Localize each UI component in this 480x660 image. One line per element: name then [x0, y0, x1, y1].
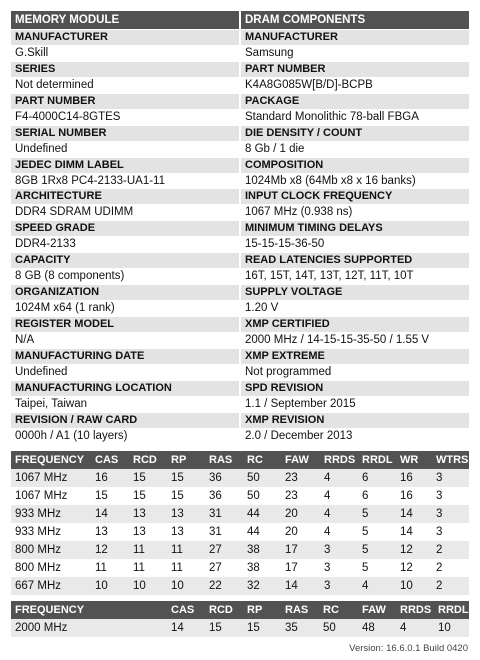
table-cell: 800 MHz: [11, 559, 91, 577]
xmp-column-header: FREQUENCY: [11, 601, 91, 619]
xmp-column-header: CAS: [167, 601, 205, 619]
field-read-latencies-supported: [241, 253, 469, 285]
field-die-density-count: [241, 126, 469, 158]
version-label: Version: 16.6.0.1 Build 0420: [349, 643, 468, 654]
table-cell: 4: [320, 523, 358, 541]
field-supply-voltage: [241, 285, 469, 317]
field-value: N/A: [11, 332, 239, 349]
table-cell: 4: [396, 619, 434, 637]
xmp-values-row: [11, 619, 469, 637]
field-value: DDR4 SDRAM UDIMM: [11, 204, 239, 221]
table-row: [11, 505, 469, 523]
field-value: 1.1 / September 2015: [241, 396, 469, 413]
table-cell: 14: [396, 523, 432, 541]
field-value: 8 GB (8 components): [11, 268, 239, 285]
field-value: DDR4-2133: [11, 236, 239, 253]
field-value: 16T, 15T, 14T, 13T, 12T, 11T, 10T: [241, 268, 469, 285]
memory-module-panel: [11, 30, 239, 445]
field-spd-revision: [241, 381, 469, 413]
table-cell: 10: [91, 577, 129, 595]
table-cell: 3: [320, 577, 358, 595]
field-value: Taipei, Taiwan: [11, 396, 239, 413]
table-cell: 23: [281, 487, 320, 505]
table-cell: 5: [358, 559, 396, 577]
table-cell: 17: [281, 541, 320, 559]
field-label: ORGANIZATION: [11, 285, 239, 300]
table-cell: 14: [91, 505, 129, 523]
table-cell: 1067 MHz: [11, 487, 91, 505]
table-cell: 13: [129, 505, 167, 523]
table-cell: 4: [320, 487, 358, 505]
field-speed-grade: [11, 221, 239, 253]
table-cell: 11: [129, 559, 167, 577]
table-cell: 3: [432, 505, 469, 523]
field-manufacturer: [11, 30, 239, 62]
field-organization: [11, 285, 239, 317]
field-label: MANUFACTURING DATE: [11, 349, 239, 364]
table-cell: [91, 619, 167, 637]
field-value: 1067 MHz (0.938 ns): [241, 204, 469, 221]
field-value: 0000h / A1 (10 layers): [11, 428, 239, 445]
table-row: [11, 541, 469, 559]
field-xmp-revision: [241, 413, 469, 445]
table-cell: 5: [358, 523, 396, 541]
timings-column-header: WTRS: [432, 451, 469, 469]
table-cell: 11: [167, 559, 205, 577]
field-manufacturing-location: [11, 381, 239, 413]
field-value: Standard Monolithic 78-ball FBGA: [241, 109, 469, 126]
table-cell: 20: [281, 505, 320, 523]
table-cell: 4: [320, 505, 358, 523]
table-row: [11, 577, 469, 595]
table-cell: 2: [432, 577, 469, 595]
field-input-clock-frequency: [241, 189, 469, 221]
table-cell: 15: [129, 487, 167, 505]
table-cell: 27: [205, 559, 243, 577]
dram-components-panel: [241, 30, 469, 445]
table-cell: 36: [205, 487, 243, 505]
timings-table: [11, 451, 469, 595]
table-cell: 4: [320, 469, 358, 487]
xmp-column-header: FAW: [358, 601, 396, 619]
table-cell: 15: [205, 619, 243, 637]
table-row: [11, 559, 469, 577]
field-label: SERIES: [11, 62, 239, 77]
field-value: Not determined: [11, 77, 239, 94]
table-row: [11, 487, 469, 505]
table-cell: 31: [205, 505, 243, 523]
timings-column-header: RCD: [129, 451, 167, 469]
table-cell: 3: [432, 487, 469, 505]
table-cell: 2000 MHz: [11, 619, 91, 637]
table-cell: 27: [205, 541, 243, 559]
field-label: SERIAL NUMBER: [11, 126, 239, 141]
table-cell: 933 MHz: [11, 505, 91, 523]
field-architecture: [11, 189, 239, 221]
field-label: MANUFACTURER: [241, 30, 469, 45]
timings-column-header: RRDL: [358, 451, 396, 469]
table-cell: 20: [281, 523, 320, 541]
field-label: XMP REVISION: [241, 413, 469, 428]
table-cell: 15: [167, 469, 205, 487]
table-cell: 38: [243, 559, 281, 577]
table-cell: 10: [396, 577, 432, 595]
table-cell: 31: [205, 523, 243, 541]
field-label: CAPACITY: [11, 253, 239, 268]
table-cell: 10: [434, 619, 469, 637]
timings-column-header: RAS: [205, 451, 243, 469]
table-cell: 10: [167, 577, 205, 595]
field-label: MINIMUM TIMING DELAYS: [241, 221, 469, 236]
table-cell: 5: [358, 505, 396, 523]
field-value: G.Skill: [11, 45, 239, 62]
field-label: REGISTER MODEL: [11, 317, 239, 332]
table-cell: 1067 MHz: [11, 469, 91, 487]
table-cell: 3: [320, 541, 358, 559]
field-label: XMP CERTIFIED: [241, 317, 469, 332]
field-manufacturing-date: [11, 349, 239, 381]
field-label: PART NUMBER: [11, 94, 239, 109]
table-cell: 15: [243, 619, 281, 637]
table-cell: 3: [432, 469, 469, 487]
table-cell: 12: [396, 559, 432, 577]
timings-column-header: RRDS: [320, 451, 358, 469]
field-part-number: [241, 62, 469, 94]
field-value: 8GB 1Rx8 PC4-2133-UA1-11: [11, 173, 239, 190]
timings-column-header: RP: [167, 451, 205, 469]
field-value: Undefined: [11, 141, 239, 158]
timings-column-header: RC: [243, 451, 281, 469]
timings-column-header: FREQUENCY: [11, 451, 91, 469]
table-cell: 16: [396, 469, 432, 487]
timings-header-row: [11, 451, 469, 469]
xmp-column-header: [91, 601, 167, 619]
table-cell: 4: [358, 577, 396, 595]
table-cell: 933 MHz: [11, 523, 91, 541]
field-value: Samsung: [241, 45, 469, 62]
table-cell: 800 MHz: [11, 541, 91, 559]
field-manufacturer: [241, 30, 469, 62]
field-value: 2.0 / December 2013: [241, 428, 469, 445]
field-revision-raw-card: [11, 413, 239, 445]
table-cell: 12: [91, 541, 129, 559]
field-series: [11, 62, 239, 94]
field-capacity: [11, 253, 239, 285]
field-serial-number: [11, 126, 239, 158]
xmp-header-row: [11, 601, 469, 619]
field-value: 1024Mb x8 (64Mb x8 x 16 banks): [241, 173, 469, 190]
field-value: Not programmed: [241, 364, 469, 381]
field-value: 15-15-15-36-50: [241, 236, 469, 253]
field-xmp-extreme: [241, 349, 469, 381]
field-register-model: [11, 317, 239, 349]
field-label: INPUT CLOCK FREQUENCY: [241, 189, 469, 204]
field-label: SPEED GRADE: [11, 221, 239, 236]
field-package: [241, 94, 469, 126]
table-cell: 13: [91, 523, 129, 541]
table-cell: 17: [281, 559, 320, 577]
field-label: READ LATENCIES SUPPORTED: [241, 253, 469, 268]
field-label: COMPOSITION: [241, 158, 469, 173]
table-cell: 35: [281, 619, 319, 637]
xmp-column-header: RCD: [205, 601, 243, 619]
field-label: SPD REVISION: [241, 381, 469, 396]
xmp-column-header: RC: [319, 601, 358, 619]
field-composition: [241, 158, 469, 190]
table-cell: 5: [358, 541, 396, 559]
field-label: XMP EXTREME: [241, 349, 469, 364]
table-cell: 38: [243, 541, 281, 559]
memory-module-header: MEMORY MODULE: [11, 11, 239, 29]
table-cell: 14: [281, 577, 320, 595]
table-cell: 13: [129, 523, 167, 541]
xmp-column-header: RAS: [281, 601, 319, 619]
table-cell: 14: [396, 505, 432, 523]
table-cell: 36: [205, 469, 243, 487]
table-cell: 3: [432, 523, 469, 541]
table-row: [11, 523, 469, 541]
field-value: F4-4000C14-8GTES: [11, 109, 239, 126]
table-cell: 11: [91, 559, 129, 577]
table-row: [11, 469, 469, 487]
field-part-number: [11, 94, 239, 126]
table-cell: 23: [281, 469, 320, 487]
table-cell: 6: [358, 487, 396, 505]
table-cell: 44: [243, 523, 281, 541]
field-label: JEDEC DIMM LABEL: [11, 158, 239, 173]
timings-column-header: CAS: [91, 451, 129, 469]
table-cell: 32: [243, 577, 281, 595]
table-cell: 12: [396, 541, 432, 559]
table-cell: 15: [167, 487, 205, 505]
field-label: MANUFACTURING LOCATION: [11, 381, 239, 396]
xmp-column-header: RP: [243, 601, 281, 619]
field-label: REVISION / RAW CARD: [11, 413, 239, 428]
table-cell: 13: [167, 523, 205, 541]
table-cell: 11: [129, 541, 167, 559]
field-label: DIE DENSITY / COUNT: [241, 126, 469, 141]
field-value: 1024M x64 (1 rank): [11, 300, 239, 317]
field-value: 2000 MHz / 14-15-15-35-50 / 1.55 V: [241, 332, 469, 349]
xmp-column-header: RRDS: [396, 601, 434, 619]
table-cell: 10: [129, 577, 167, 595]
table-cell: 22: [205, 577, 243, 595]
table-cell: 2: [432, 559, 469, 577]
field-label: PACKAGE: [241, 94, 469, 109]
table-cell: 16: [396, 487, 432, 505]
table-cell: 44: [243, 505, 281, 523]
table-cell: 667 MHz: [11, 577, 91, 595]
table-cell: 3: [320, 559, 358, 577]
table-cell: 14: [167, 619, 205, 637]
table-cell: 50: [319, 619, 358, 637]
table-cell: 15: [129, 469, 167, 487]
field-value: K4A8G085W[B/D]-BCPB: [241, 77, 469, 94]
table-cell: 15: [91, 487, 129, 505]
table-cell: 16: [91, 469, 129, 487]
field-xmp-certified: [241, 317, 469, 349]
field-value: Undefined: [11, 364, 239, 381]
xmp-profile-table: [11, 601, 469, 637]
field-label: ARCHITECTURE: [11, 189, 239, 204]
table-cell: 6: [358, 469, 396, 487]
xmp-column-header: RRDL: [434, 601, 469, 619]
field-label: MANUFACTURER: [11, 30, 239, 45]
field-label: PART NUMBER: [241, 62, 469, 77]
table-cell: 50: [243, 469, 281, 487]
field-value: 1.20 V: [241, 300, 469, 317]
timings-column-header: FAW: [281, 451, 320, 469]
timings-column-header: WR: [396, 451, 432, 469]
table-cell: 50: [243, 487, 281, 505]
table-cell: 2: [432, 541, 469, 559]
table-cell: 13: [167, 505, 205, 523]
field-label: SUPPLY VOLTAGE: [241, 285, 469, 300]
table-cell: 48: [358, 619, 396, 637]
dram-components-header: DRAM COMPONENTS: [241, 11, 469, 29]
table-cell: 11: [167, 541, 205, 559]
field-minimum-timing-delays: [241, 221, 469, 253]
field-value: 8 Gb / 1 die: [241, 141, 469, 158]
field-jedec-dimm-label: [11, 158, 239, 190]
